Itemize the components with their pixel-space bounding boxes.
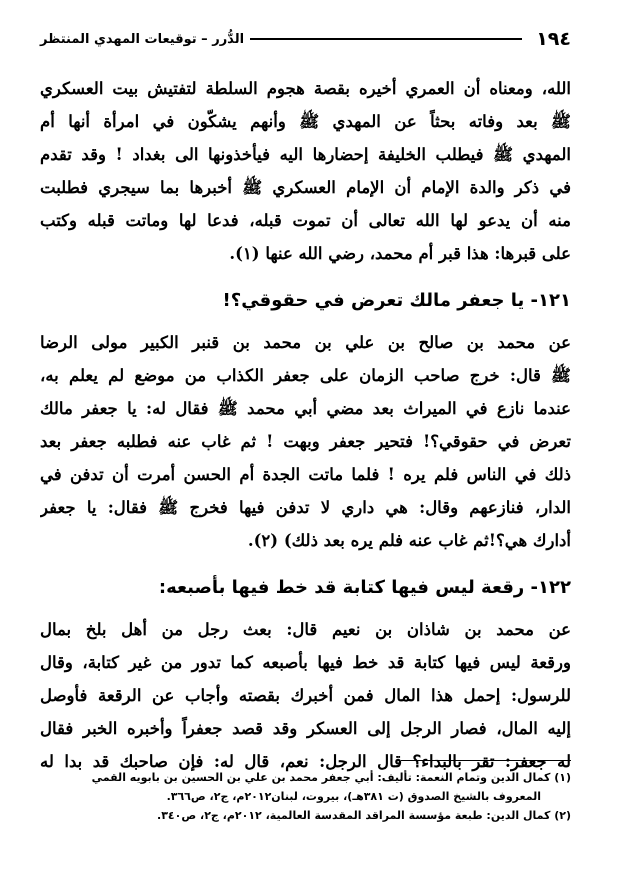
text-line: الدار، فنازعهم وقال: هي داري لا تدفن فيها فخرج ﷺ فقال: يا جعفر — [40, 498, 571, 517]
footnotes — [40, 768, 571, 825]
running-title: الدُّرر – توقيعات المهدي المنتظر — [40, 31, 245, 47]
page-header — [40, 28, 571, 50]
section-121-body — [40, 326, 571, 557]
section-122-heading: ١٢٢- رقعة ليس فيها كتابة قد خط فيها بأصبعه: — [158, 577, 571, 598]
text-line: المهدي ﷺ فيطلب الخليفة إحضارها اليه فيأخذونها الى بغداد ! وقد تقدم — [40, 145, 571, 164]
paragraph-1 — [40, 72, 571, 270]
footnote-line: المعروف بالشيخ الصدوق (ت ٣٨١هـ)، بيروت، لبنان٢٠١٢م، ج٢، ص٣٦٦. — [166, 790, 541, 803]
text-line: ﷺ قال: خرج صاحب الزمان على جعفر الكذاب من موضع لم يعلم به، — [40, 366, 571, 385]
text-line: له جعفر: تقر بالبداء؟ قال الرجل: نعم، قال له: فإن صاحبك قد بدا له — [40, 752, 571, 771]
text-line: ذلك في الناس فلم يره ! فلما ماتت الجدة أم الحسن أمرت أن تدفن في — [40, 465, 571, 484]
text-line: أدارك هي؟!ثم غاب عنه فلم يره بعد ذلك) (٢). — [247, 531, 571, 550]
text-line: عندما نازع في الميراث بعد مضي أبي محمد ﷺ فقال له: يا جعفر مالك — [40, 399, 571, 418]
footnote-rule — [401, 760, 571, 761]
text-line: للرسول: إحمل هذا المال فمن أخبرك بقصته وأجاب عن الرقعة فأوصل — [40, 686, 571, 705]
text-line: في ذكر والدة الإمام أن الإمام العسكري ﷺ أخبرها بما سيجري فطلبت — [40, 178, 571, 197]
page-body — [40, 72, 571, 778]
text-line: عن محمد بن صالح بن علي بن محمد بن قنبر الكبير مولى الرضا — [40, 333, 571, 352]
section-121-heading: ١٢١- يا جعفر مالك تعرض في حقوقي؟! — [222, 290, 571, 311]
section-122-body — [40, 613, 571, 778]
footnote-line: (٢) كمال الدين: طبعة مؤسسة المراقد المقدسة العالمية، ٢٠١٢م، ج٢، ص٣٤٠. — [157, 809, 571, 822]
text-line: تعرض في حقوقي؟! فتحير جعفر وبهت ! ثم غاب عنه فطلبه جعفر بعد — [40, 432, 571, 451]
text-line: ورقعة ليس فيها كتابة قد خط فيها بأصبعه كما تدور من غير كتابة، وقال — [40, 653, 571, 672]
text-line: منه أن يدعو لها الله تعالى أن تموت قبله، فدعا لها وماتت قبله وكتب — [40, 211, 571, 230]
text-line: إليه المال، فصار الرجل إلى العسكر وقد قصد جعفراً وأخبره الخبر فقال — [40, 719, 571, 738]
footnote-line: (١) كمال الدين وتمام النعمة: تأليف: أبي جعفر محمد بن علي بن الحسين بن بابويه القمي — [91, 771, 571, 784]
text-line: على قبرها: هذا قبر أم محمد، رضي الله عنها (١). — [229, 244, 571, 263]
page-number: ١٩٤ — [536, 28, 571, 50]
text-line: الله، ومعناه أن العمري أخيره بقصة هجوم السلطة لتفتيش بيت العسكري — [40, 79, 571, 98]
text-line: عن محمد بن شاذان بن نعيم قال: بعث رجل من أهل بلخ بمال — [40, 620, 571, 639]
text-line: ﷺ بعد وفاته بحثاً عن المهدي ﷺ وأنهم يشكّون في امرأة أنها أم — [40, 112, 571, 131]
header-rule — [250, 38, 522, 40]
